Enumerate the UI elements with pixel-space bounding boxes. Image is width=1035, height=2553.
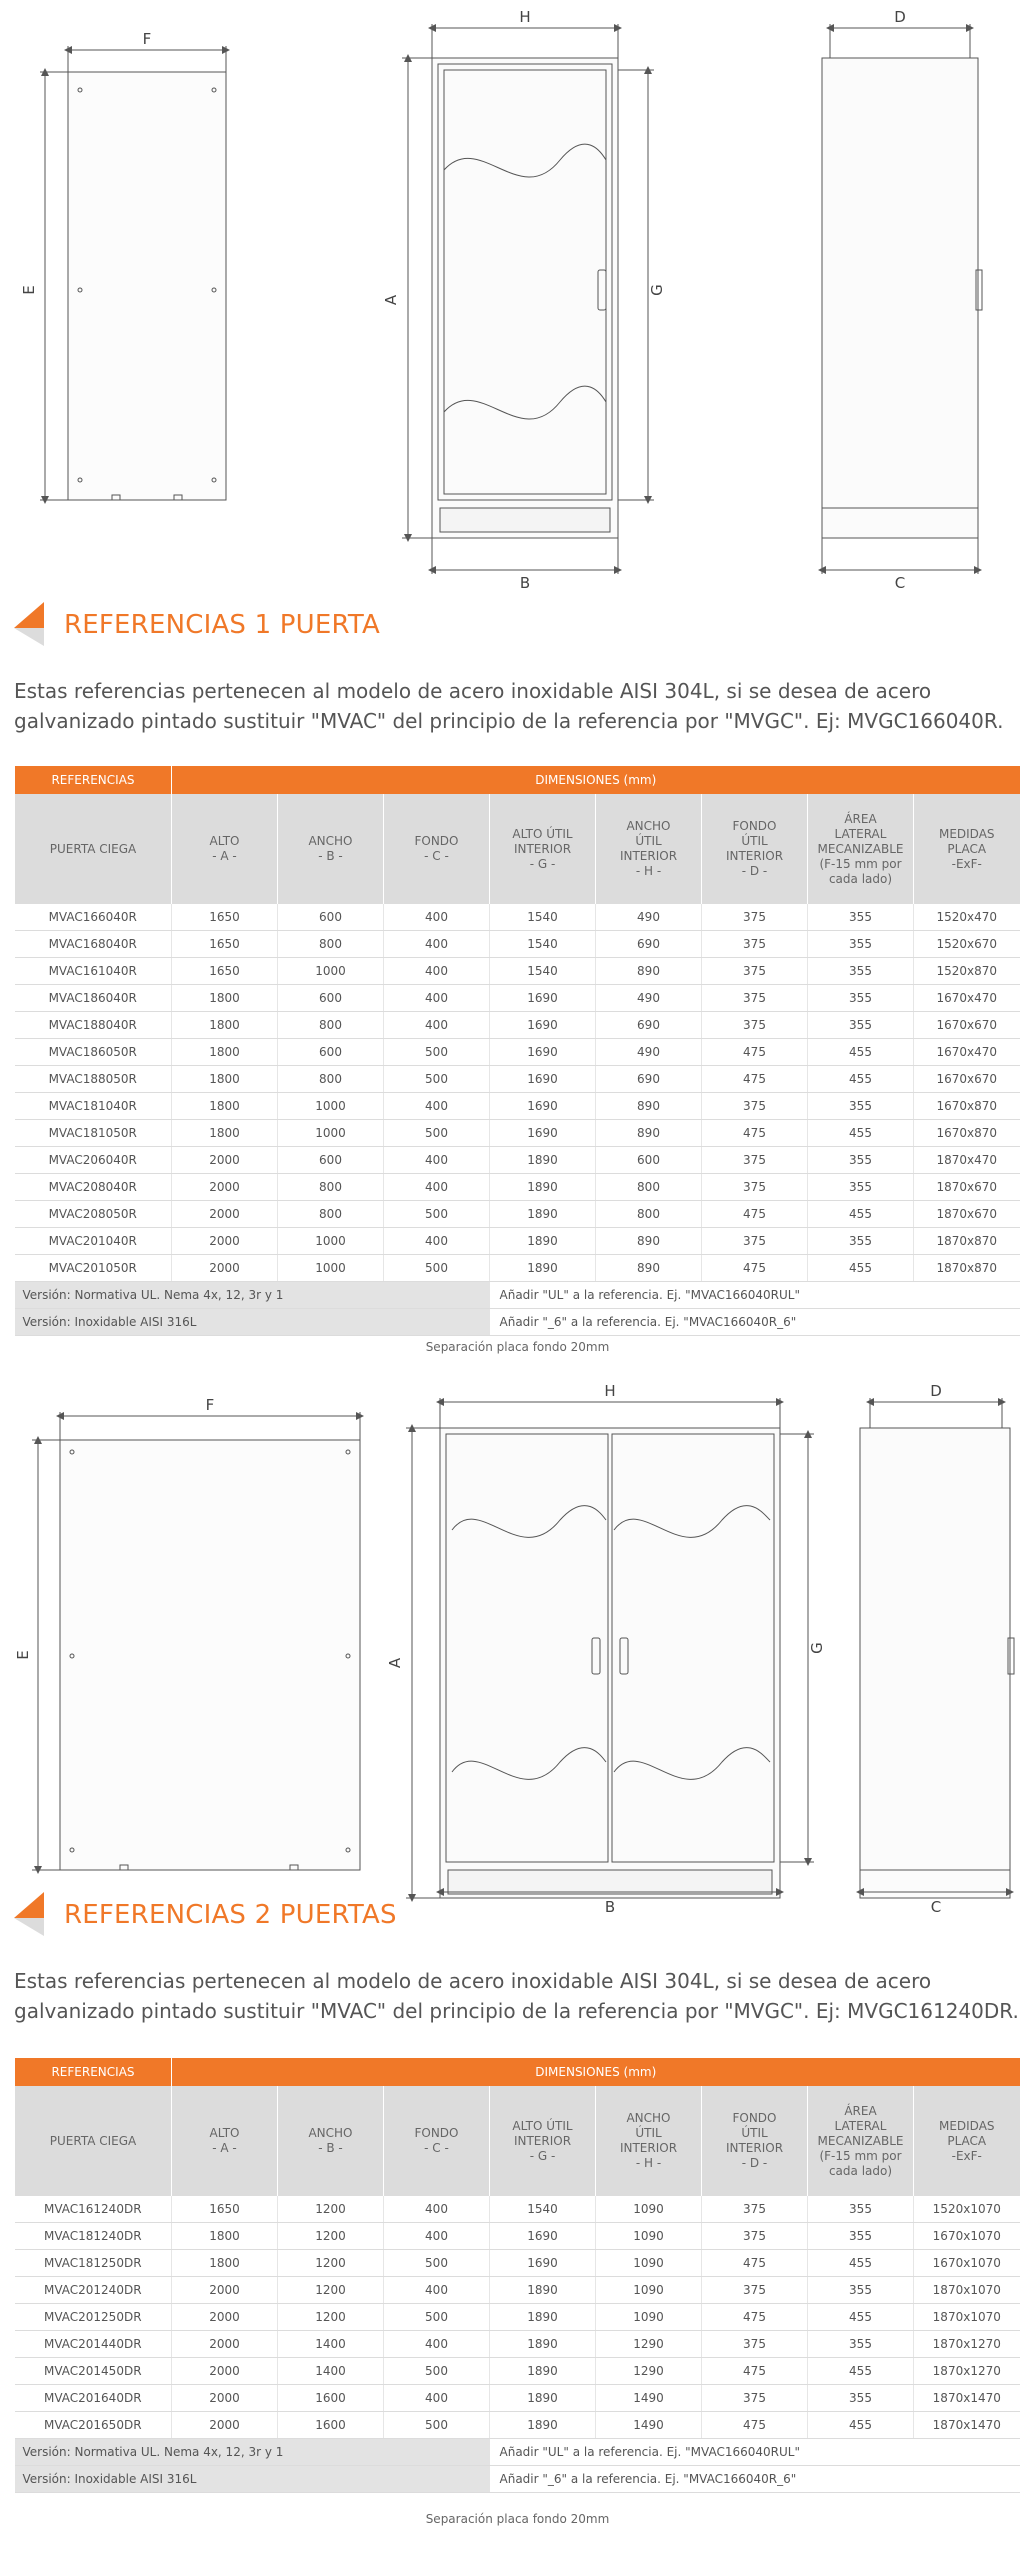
dimension-cell: 2000 [172, 1147, 278, 1174]
table-row [15, 1039, 1020, 1066]
dimension-cell: 455 [808, 2412, 914, 2439]
dimension-cell: 1690 [490, 2223, 596, 2250]
dimension-cell: 400 [384, 904, 490, 931]
dimension-cell: 1600 [278, 2385, 384, 2412]
dimension-cell: 500 [384, 2304, 490, 2331]
dimension-cell: 355 [808, 985, 914, 1012]
dimension-cell: 475 [702, 1120, 808, 1147]
reference-code-cell: MVAC188050R [15, 1066, 172, 1093]
dimension-cell: 400 [384, 1228, 490, 1255]
reference-code-cell: MVAC201050R [15, 1255, 172, 1282]
dimension-cell: 1870x1070 [914, 2277, 1020, 2304]
dimension-cell: 1690 [490, 1066, 596, 1093]
reference-code-cell: MVAC186050R [15, 1039, 172, 1066]
section-2-intro: Estas referencias pertenecen al modelo de acero inoxidable AISI 304L, si se desea de acero galvanizado pintado sustituir "MVAC" del principio de la referencia por "MVGC". Ej: MVGC161240DR. [14, 1969, 1019, 2023]
dimension-cell: 2000 [172, 1201, 278, 1228]
dimension-cell: 1800 [172, 985, 278, 1012]
dimension-cell: 375 [702, 1174, 808, 1201]
reference-code-cell: MVAC166040R [15, 904, 172, 931]
dimension-cell: 1800 [172, 1120, 278, 1147]
dimension-cell: 890 [596, 1228, 702, 1255]
version-row [15, 2439, 1020, 2466]
dimension-cell: 1670x870 [914, 1120, 1020, 1147]
table-row [15, 2358, 1020, 2385]
reference-code-cell: MVAC201440DR [15, 2331, 172, 2358]
dim-label-B: B [604, 1898, 616, 1916]
dim-label-A: A [382, 294, 400, 306]
dimension-cell: 600 [278, 985, 384, 1012]
reference-code-cell: MVAC161240DR [15, 2196, 172, 2223]
table-row [15, 2412, 1020, 2439]
dimension-cell: 355 [808, 1012, 914, 1039]
column-header: ANCHO - B - [278, 794, 384, 904]
dimension-cell: 400 [384, 958, 490, 985]
dimension-cell: 1890 [490, 1255, 596, 1282]
dimension-cell: 375 [702, 2277, 808, 2304]
dimension-cell: 1890 [490, 1147, 596, 1174]
reference-code-cell: MVAC208050R [15, 1201, 172, 1228]
table-row [15, 2385, 1020, 2412]
dimension-cell: 1090 [596, 2304, 702, 2331]
dimension-cell: 800 [278, 1012, 384, 1039]
dimension-cell: 400 [384, 1012, 490, 1039]
dimension-cell: 375 [702, 2196, 808, 2223]
dim-label-H: H [604, 1382, 616, 1400]
dimension-cell: 455 [808, 1120, 914, 1147]
section-1-title: REFERENCIAS 1 PUERTA [64, 610, 380, 640]
dimension-cell: 890 [596, 1255, 702, 1282]
dimension-cell: 375 [702, 2385, 808, 2412]
dimension-cell: 355 [808, 2277, 914, 2304]
table-row [15, 931, 1020, 958]
dimension-cell: 1870x470 [914, 1147, 1020, 1174]
column-header: FONDO - C - [384, 794, 490, 904]
dimension-cell: 375 [702, 958, 808, 985]
dimension-cell: 1200 [278, 2223, 384, 2250]
dimension-cell: 800 [278, 1174, 384, 1201]
dimension-cell: 890 [596, 1120, 702, 1147]
dimension-cell: 1670x670 [914, 1012, 1020, 1039]
dimension-cell: 1650 [172, 931, 278, 958]
reference-code-cell: MVAC208040R [15, 1174, 172, 1201]
section-1-heading [14, 600, 1019, 650]
column-header: ALTO ÚTIL INTERIOR - G - [490, 794, 596, 904]
section-2-heading [14, 1890, 1019, 1940]
dimension-cell: 1800 [172, 2250, 278, 2277]
reference-code-cell: MVAC181050R [15, 1120, 172, 1147]
dimension-cell: 600 [278, 1039, 384, 1066]
header-references: REFERENCIAS [15, 766, 172, 794]
dimension-cell: 1650 [172, 958, 278, 985]
column-header: PUERTA CIEGA [15, 2086, 172, 2196]
orange-triangle-icon [14, 602, 50, 646]
cabinet-drawing-1-door [0, 0, 1035, 590]
dimension-cell: 1540 [490, 904, 596, 931]
dimension-cell: 500 [384, 1066, 490, 1093]
table-row [15, 1093, 1020, 1120]
dimension-cell: 1800 [172, 1039, 278, 1066]
column-header: ÁREA LATERAL MECANIZABLE (F-15 mm por cada lado) [808, 794, 914, 904]
dimension-cell: 355 [808, 958, 914, 985]
dimension-cell: 375 [702, 985, 808, 1012]
dimension-cell: 475 [702, 1201, 808, 1228]
dimension-cell: 1000 [278, 1255, 384, 1282]
dimension-cell: 455 [808, 1201, 914, 1228]
dimension-cell: 1000 [278, 958, 384, 985]
dimension-cell: 455 [808, 2304, 914, 2331]
dimension-cell: 1000 [278, 1093, 384, 1120]
dimension-cell: 2000 [172, 2277, 278, 2304]
dimension-cell: 2000 [172, 1228, 278, 1255]
version-label: Versión: Normativa UL. Nema 4x, 12, 3r y 1 [15, 2439, 490, 2466]
dimension-cell: 1800 [172, 1093, 278, 1120]
dimension-cell: 1650 [172, 2196, 278, 2223]
header-references: REFERENCIAS [15, 2058, 172, 2086]
table-row [15, 985, 1020, 1012]
dimension-cell: 400 [384, 1174, 490, 1201]
reference-code-cell: MVAC201640DR [15, 2385, 172, 2412]
dimension-cell: 355 [808, 904, 914, 931]
dimension-cell: 1670x1070 [914, 2223, 1020, 2250]
dimension-cell: 455 [808, 2250, 914, 2277]
dimension-cell: 600 [278, 904, 384, 931]
dimension-cell: 400 [384, 985, 490, 1012]
reference-code-cell: MVAC186040R [15, 985, 172, 1012]
dimension-cell: 1890 [490, 2385, 596, 2412]
dimension-cell: 1090 [596, 2223, 702, 2250]
version-row [15, 2466, 1020, 2493]
dimension-cell: 500 [384, 2412, 490, 2439]
dim-label-F: F [205, 1396, 215, 1414]
dimension-cell: 2000 [172, 1174, 278, 1201]
dimension-cell: 1520x1070 [914, 2196, 1020, 2223]
version-value: Añadir "UL" a la referencia. Ej. "MVAC166040RUL" [490, 1282, 1020, 1309]
dimension-cell: 890 [596, 958, 702, 985]
dimension-cell: 475 [702, 1066, 808, 1093]
dimension-cell: 1670x670 [914, 1066, 1020, 1093]
column-header: MEDIDAS PLACA -ExF- [914, 2086, 1020, 2196]
dimension-cell: 490 [596, 904, 702, 931]
dim-label-E: E [14, 1650, 32, 1660]
reference-code-cell: MVAC201450DR [15, 2358, 172, 2385]
dimension-cell: 1800 [172, 2223, 278, 2250]
dimension-cell: 1690 [490, 2250, 596, 2277]
dimension-cell: 1670x470 [914, 1039, 1020, 1066]
dimension-cell: 800 [278, 1066, 384, 1093]
table-row [15, 958, 1020, 985]
reference-code-cell: MVAC181240DR [15, 2223, 172, 2250]
table-row [15, 1147, 1020, 1174]
dimension-cell: 800 [278, 931, 384, 958]
dimension-cell: 1670x470 [914, 985, 1020, 1012]
table-row [15, 2196, 1020, 2223]
dimension-cell: 1600 [278, 2412, 384, 2439]
dimension-cell: 400 [384, 2223, 490, 2250]
dim-label-B: B [519, 574, 531, 590]
reference-code-cell: MVAC188040R [15, 1012, 172, 1039]
column-header: ALTO ÚTIL INTERIOR - G - [490, 2086, 596, 2196]
dimension-cell: 1540 [490, 958, 596, 985]
dimension-cell: 1090 [596, 2277, 702, 2304]
reference-code-cell: MVAC161040R [15, 958, 172, 985]
dimension-cell: 1870x670 [914, 1201, 1020, 1228]
dimension-cell: 400 [384, 2331, 490, 2358]
dimension-cell: 1000 [278, 1228, 384, 1255]
dimension-cell: 1200 [278, 2304, 384, 2331]
dimension-cell: 1890 [490, 2412, 596, 2439]
dimension-cell: 400 [384, 2277, 490, 2304]
dimension-cell: 1890 [490, 2277, 596, 2304]
table-row [15, 2250, 1020, 2277]
dimension-cell: 1800 [172, 1066, 278, 1093]
version-label: Versión: Normativa UL. Nema 4x, 12, 3r y 1 [15, 1282, 490, 1309]
dimension-cell: 375 [702, 1147, 808, 1174]
dimension-cell: 355 [808, 1174, 914, 1201]
dimension-cell: 1290 [596, 2358, 702, 2385]
references-2-doors-table [14, 2058, 1020, 2493]
dimension-cell: 2000 [172, 2331, 278, 2358]
version-row [15, 1282, 1020, 1309]
table-row [15, 1066, 1020, 1093]
dimension-cell: 355 [808, 1228, 914, 1255]
dimension-cell: 375 [702, 1093, 808, 1120]
dimension-cell: 355 [808, 2385, 914, 2412]
reference-code-cell: MVAC181250DR [15, 2250, 172, 2277]
header-dimensions: DIMENSIONES (mm) [172, 766, 1020, 794]
table-row [15, 2331, 1020, 2358]
dim-label-A: A [386, 1657, 404, 1669]
dimension-cell: 690 [596, 931, 702, 958]
dimension-cell: 355 [808, 2223, 914, 2250]
table-row [15, 2223, 1020, 2250]
dimension-cell: 600 [596, 1147, 702, 1174]
dimension-cell: 475 [702, 2358, 808, 2385]
dimension-cell: 455 [808, 1255, 914, 1282]
dimension-cell: 1890 [490, 2304, 596, 2331]
column-header: ALTO - A - [172, 794, 278, 904]
dimension-cell: 1870x1470 [914, 2412, 1020, 2439]
dim-label-D: D [930, 1382, 942, 1400]
table-row [15, 1201, 1020, 1228]
dimension-cell: 375 [702, 2331, 808, 2358]
dimension-cell: 2000 [172, 2385, 278, 2412]
dimension-cell: 400 [384, 931, 490, 958]
reference-code-cell: MVAC201650DR [15, 2412, 172, 2439]
dim-label-F: F [142, 30, 152, 48]
dimension-cell: 1870x1470 [914, 2385, 1020, 2412]
version-value: Añadir "_6" a la referencia. Ej. "MVAC166040R_6" [490, 2466, 1020, 2493]
dimension-cell: 500 [384, 1255, 490, 1282]
dimension-cell: 2000 [172, 2304, 278, 2331]
dimension-cell: 455 [808, 1066, 914, 1093]
dimension-cell: 355 [808, 1147, 914, 1174]
table-row [15, 2304, 1020, 2331]
dimension-cell: 500 [384, 2250, 490, 2277]
dimension-cell: 1650 [172, 904, 278, 931]
dimension-cell: 1540 [490, 931, 596, 958]
section-1-note: Separación placa fondo 20mm [425, 1340, 610, 1354]
dimension-cell: 1290 [596, 2331, 702, 2358]
dimension-cell: 355 [808, 2331, 914, 2358]
dim-label-G: G [648, 284, 666, 296]
table-row [15, 1255, 1020, 1282]
dimension-cell: 1400 [278, 2331, 384, 2358]
reference-code-cell: MVAC201240DR [15, 2277, 172, 2304]
dimension-cell: 690 [596, 1066, 702, 1093]
dimension-cell: 1870x870 [914, 1228, 1020, 1255]
dimension-cell: 1870x870 [914, 1255, 1020, 1282]
dimension-cell: 1520x670 [914, 931, 1020, 958]
column-header: FONDO ÚTIL INTERIOR - D - [702, 794, 808, 904]
dimension-cell: 1870x1270 [914, 2331, 1020, 2358]
dimension-cell: 1690 [490, 1093, 596, 1120]
cabinet-drawing-2-doors [0, 1380, 1035, 1920]
dimension-cell: 400 [384, 2196, 490, 2223]
section-1-intro: Estas referencias pertenecen al modelo de acero inoxidable AISI 304L, si se desea de acero galvanizado pintado sustituir "MVAC" del principio de la referencia por "MVGC". Ej: MVGC166040R. [14, 679, 1004, 733]
dimension-cell: 600 [278, 1147, 384, 1174]
dimension-cell: 490 [596, 985, 702, 1012]
dimension-cell: 475 [702, 2250, 808, 2277]
dimension-cell: 1870x670 [914, 1174, 1020, 1201]
table-row [15, 904, 1020, 931]
dimension-cell: 375 [702, 2223, 808, 2250]
dimension-cell: 890 [596, 1093, 702, 1120]
table-row [15, 1120, 1020, 1147]
dimension-cell: 800 [596, 1201, 702, 1228]
dimension-cell: 400 [384, 1093, 490, 1120]
orange-triangle-icon [14, 1892, 50, 1936]
dimension-cell: 1690 [490, 1012, 596, 1039]
dimension-cell: 455 [808, 1039, 914, 1066]
reference-code-cell: MVAC168040R [15, 931, 172, 958]
section-2-note: Separación placa fondo 20mm [425, 2512, 610, 2526]
dimension-cell: 500 [384, 1039, 490, 1066]
column-header: FONDO ÚTIL INTERIOR - D - [702, 2086, 808, 2196]
dimension-cell: 1670x1070 [914, 2250, 1020, 2277]
dimension-cell: 475 [702, 2412, 808, 2439]
references-1-door-table [14, 766, 1020, 1336]
dimension-cell: 475 [702, 1039, 808, 1066]
dimension-cell: 500 [384, 1201, 490, 1228]
dimension-cell: 475 [702, 2304, 808, 2331]
table-row [15, 1228, 1020, 1255]
dimension-cell: 690 [596, 1012, 702, 1039]
dimension-cell: 1690 [490, 1120, 596, 1147]
reference-code-cell: MVAC206040R [15, 1147, 172, 1174]
table-row [15, 2277, 1020, 2304]
dimension-cell: 1520x870 [914, 958, 1020, 985]
dimension-cell: 400 [384, 2385, 490, 2412]
dimension-cell: 1000 [278, 1120, 384, 1147]
dimension-cell: 1200 [278, 2250, 384, 2277]
dimension-cell: 1090 [596, 2250, 702, 2277]
section-2-title: REFERENCIAS 2 PUERTAS [64, 1900, 397, 1930]
dimension-cell: 1870x1070 [914, 2304, 1020, 2331]
dimension-cell: 375 [702, 1228, 808, 1255]
dimension-cell: 1400 [278, 2358, 384, 2385]
dimension-cell: 490 [596, 1039, 702, 1066]
dim-label-E: E [20, 285, 38, 295]
column-header: ANCHO - B - [278, 2086, 384, 2196]
dimension-cell: 1690 [490, 985, 596, 1012]
dimension-cell: 1200 [278, 2277, 384, 2304]
reference-code-cell: MVAC201250DR [15, 2304, 172, 2331]
dimension-cell: 800 [278, 1201, 384, 1228]
dimension-cell: 1490 [596, 2385, 702, 2412]
dimension-cell: 355 [808, 1093, 914, 1120]
column-header: PUERTA CIEGA [15, 794, 172, 904]
dimension-cell: 1870x1270 [914, 2358, 1020, 2385]
dimension-cell: 1890 [490, 2331, 596, 2358]
dim-label-H: H [519, 8, 531, 26]
version-value: Añadir "_6" a la referencia. Ej. "MVAC166040R_6" [490, 1309, 1020, 1336]
dimension-cell: 1890 [490, 1201, 596, 1228]
dimension-cell: 1670x870 [914, 1093, 1020, 1120]
dimension-cell: 455 [808, 2358, 914, 2385]
dimension-cell: 1490 [596, 2412, 702, 2439]
version-value: Añadir "UL" a la referencia. Ej. "MVAC166040RUL" [490, 2439, 1020, 2466]
dimension-cell: 355 [808, 2196, 914, 2223]
version-label: Versión: Inoxidable AISI 316L [15, 1309, 490, 1336]
dimension-cell: 1200 [278, 2196, 384, 2223]
dimension-cell: 475 [702, 1255, 808, 1282]
dim-label-C: C [930, 1898, 942, 1916]
reference-code-cell: MVAC181040R [15, 1093, 172, 1120]
dimension-cell: 400 [384, 1147, 490, 1174]
dimension-cell: 500 [384, 2358, 490, 2385]
dimension-cell: 1690 [490, 1039, 596, 1066]
column-header: FONDO - C - [384, 2086, 490, 2196]
header-dimensions: DIMENSIONES (mm) [172, 2058, 1020, 2086]
version-row [15, 1309, 1020, 1336]
column-header: ANCHO ÚTIL INTERIOR - H - [596, 2086, 702, 2196]
dimension-cell: 2000 [172, 1255, 278, 1282]
reference-code-cell: MVAC201040R [15, 1228, 172, 1255]
table-row [15, 1174, 1020, 1201]
column-header: ÁREA LATERAL MECANIZABLE (F-15 mm por cada lado) [808, 2086, 914, 2196]
column-header: ALTO - A - [172, 2086, 278, 2196]
dim-label-C: C [894, 574, 906, 590]
dimension-cell: 1090 [596, 2196, 702, 2223]
dimension-cell: 500 [384, 1120, 490, 1147]
dimension-cell: 2000 [172, 2358, 278, 2385]
dimension-cell: 375 [702, 931, 808, 958]
dimension-cell: 1890 [490, 2358, 596, 2385]
dimension-cell: 1890 [490, 1228, 596, 1255]
column-header: ANCHO ÚTIL INTERIOR - H - [596, 794, 702, 904]
dimension-cell: 375 [702, 904, 808, 931]
dimension-cell: 355 [808, 931, 914, 958]
column-header: MEDIDAS PLACA -ExF- [914, 794, 1020, 904]
dimension-cell: 1890 [490, 1174, 596, 1201]
dimension-cell: 1520x470 [914, 904, 1020, 931]
dimension-cell: 375 [702, 1012, 808, 1039]
dim-label-D: D [894, 8, 906, 26]
version-label: Versión: Inoxidable AISI 316L [15, 2466, 490, 2493]
dim-label-G: G [808, 1642, 826, 1654]
dimension-cell: 1540 [490, 2196, 596, 2223]
dimension-cell: 1800 [172, 1012, 278, 1039]
dimension-cell: 2000 [172, 2412, 278, 2439]
table-row [15, 1012, 1020, 1039]
dimension-cell: 800 [596, 1174, 702, 1201]
